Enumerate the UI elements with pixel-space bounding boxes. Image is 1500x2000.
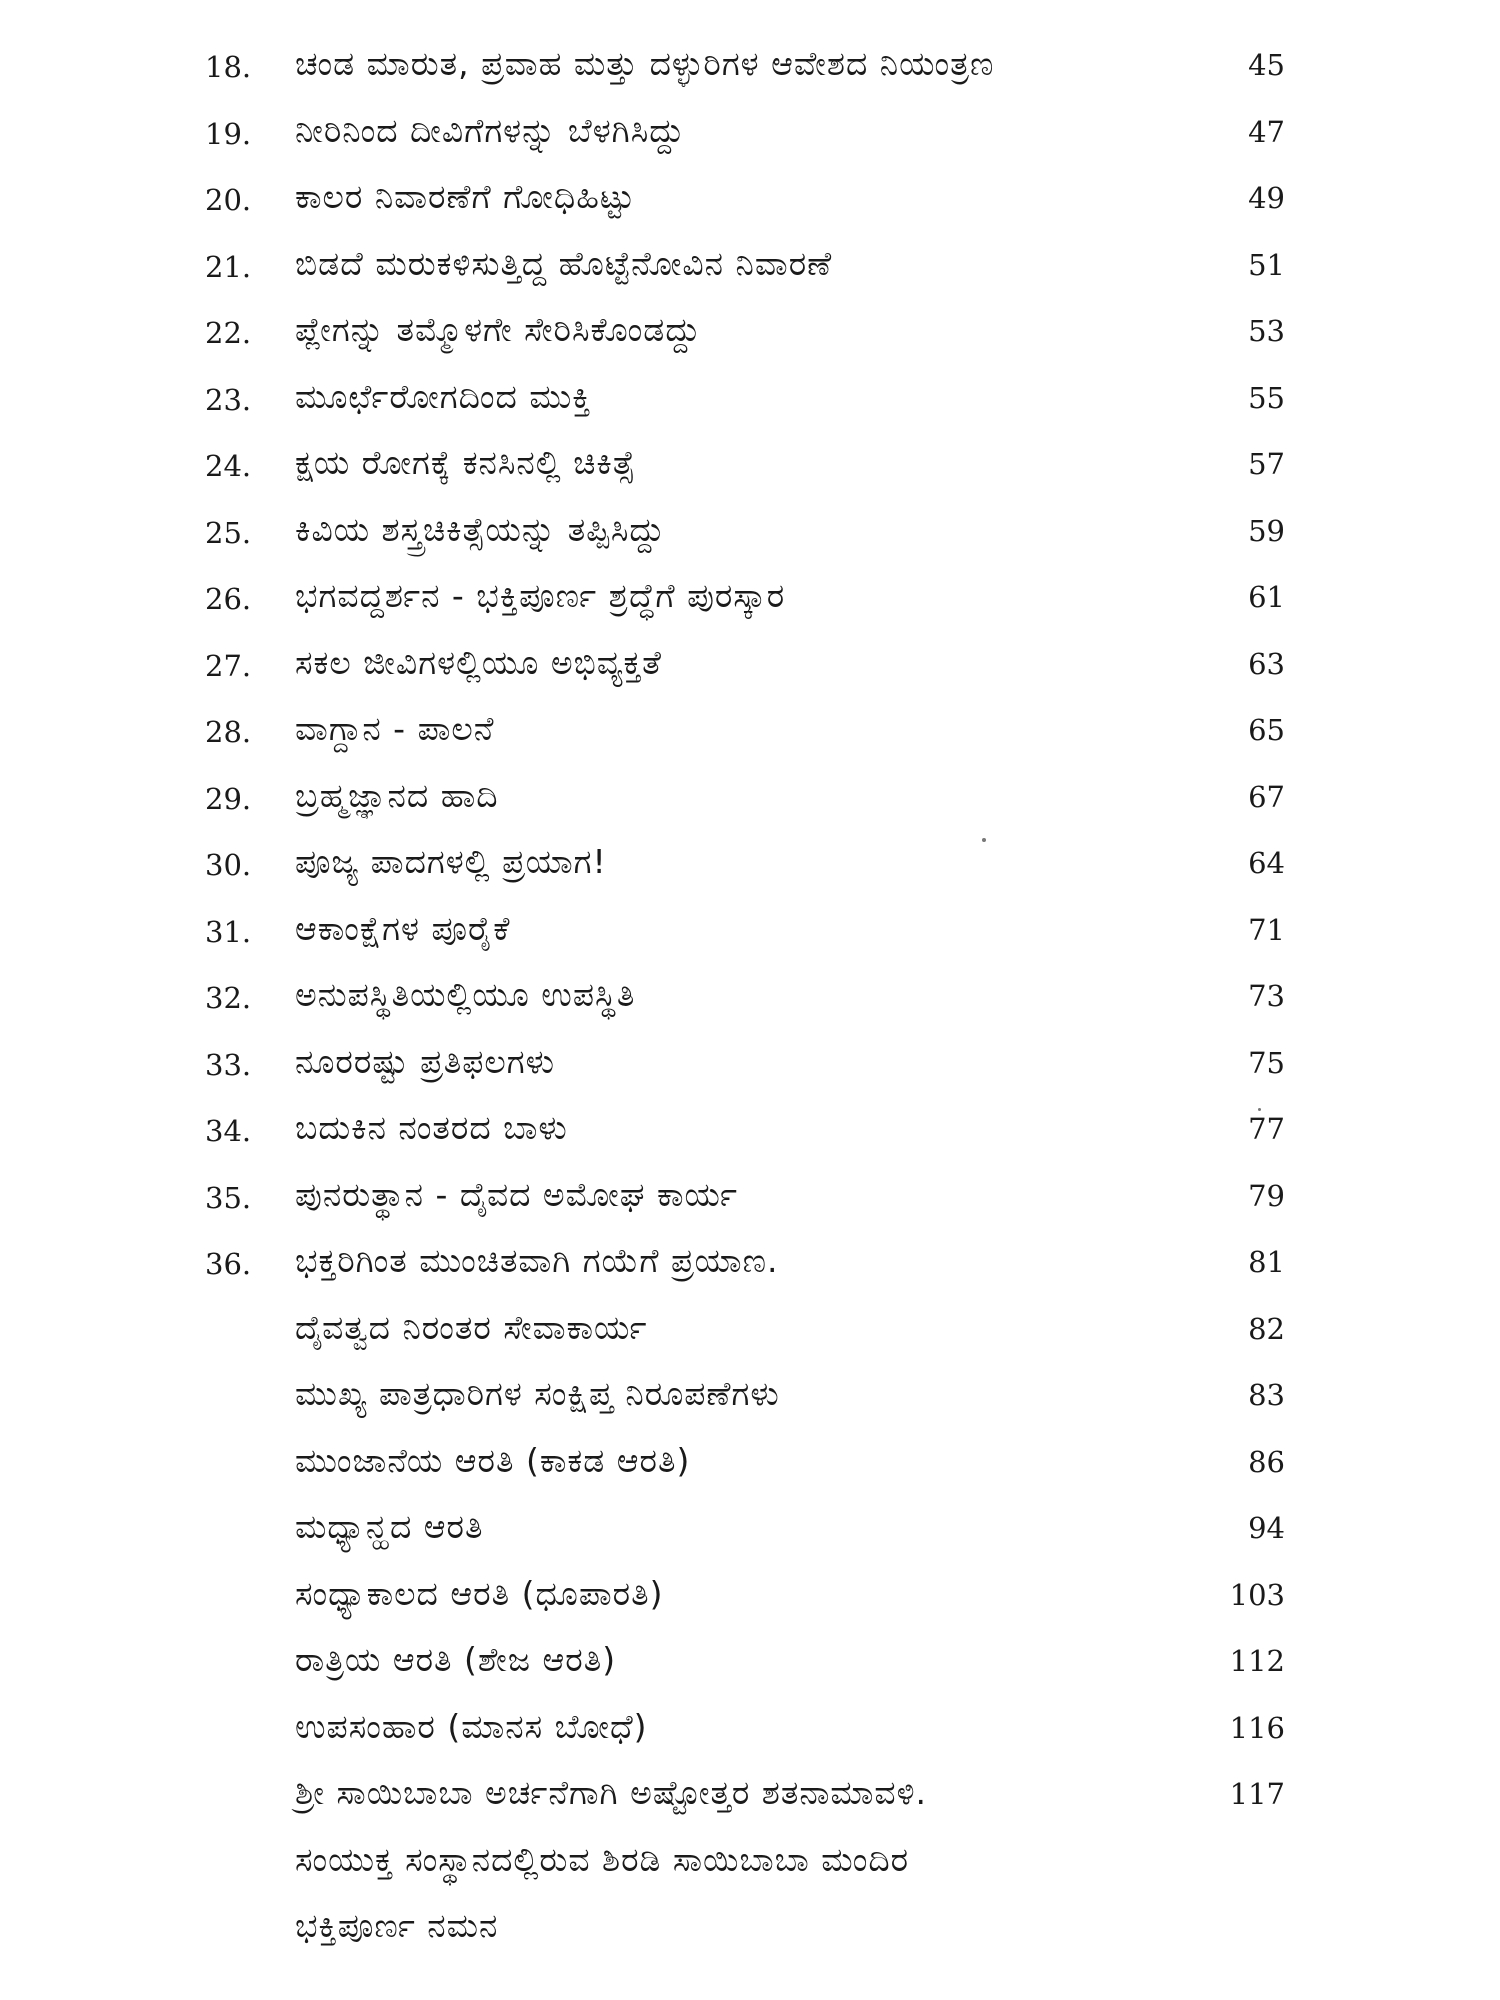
entry-title: ನೀರಿನಿಂದ ದೀವಿಗೆಗಳನ್ನು ಬೆಳಗಿಸಿದ್ದು: [295, 110, 686, 150]
toc-entry: [205, 506, 1305, 573]
entry-number: 32.: [205, 981, 252, 1015]
entry-page: 82: [1248, 1311, 1285, 1346]
entry-page: 79: [1248, 1178, 1285, 1213]
entry-title: ಮುಖ್ಯ ಪಾತ್ರಧಾರಿಗಳ ಸಂಕ್ಷಿಪ್ತ ನಿರೂಪಣೆಗಳು: [295, 1374, 780, 1413]
toc-entry: [205, 1703, 1305, 1770]
entry-title: ಚಂಡ ಮಾರುತ, ಪ್ರವಾಹ ಮತ್ತು ದಳ್ಳುರಿಗಳ ಆವೇಶದ ನಿಯಂತ್ರಣ: [295, 44, 995, 83]
entry-number: 20.: [205, 183, 252, 217]
entry-title: ದೈವತ್ವದ ನಿರಂತರ ಸೇವಾಕಾರ್ಯ: [295, 1307, 648, 1347]
entry-page: 65: [1248, 713, 1285, 747]
entry-page: 94: [1248, 1511, 1285, 1545]
toc-entry: [205, 173, 1305, 240]
toc-entry: [205, 107, 1305, 174]
entry-title: ಸಂಧ್ಯಾಕಾಲದ ಆರತಿ (ಧೂಪಾರತಿ): [295, 1573, 664, 1613]
entry-title: ಮೂರ್ಛೆರೋಗದಿಂದ ಮುಕ್ತಿ: [295, 376, 592, 416]
entry-page: 81: [1248, 1245, 1285, 1279]
toc-entry: [205, 1038, 1305, 1105]
entry-number: 27.: [205, 648, 252, 683]
toc-entry: [205, 838, 1305, 905]
entry-page: 55: [1248, 380, 1285, 415]
entry-page: 73: [1248, 979, 1285, 1013]
entry-title: ಉಪಸಂಹಾರ (ಮಾನಸ ಬೋಧೆ): [295, 1706, 648, 1746]
toc-entry: [205, 971, 1305, 1038]
print-speck: [982, 838, 986, 842]
entry-title: ಪೂಜ್ಯ ಪಾದಗಳಲ್ಲಿ ಪ್ರಯಾಗ!: [295, 842, 607, 881]
entry-title: ಅನುಪಸ್ಥಿತಿಯಲ್ಲಿಯೂ ಉಪಸ್ಥಿತಿ: [295, 975, 636, 1014]
entry-page: 45: [1248, 48, 1285, 82]
entry-page: 57: [1248, 447, 1285, 481]
entry-page: 59: [1248, 513, 1285, 548]
entry-title: ಸಂಯುಕ್ತ ಸಂಸ್ಥಾನದಲ್ಲಿರುವ ಶಿರಡಿ ಸಾಯಿಬಾಬಾ ಮಂದಿರ: [295, 1839, 910, 1879]
entry-title: ಭಕ್ತಿಪೂರ್ಣ ನಮನ: [295, 1906, 499, 1945]
entry-page: 75: [1248, 1045, 1285, 1080]
entry-title: ಪ್ಲೇಗನ್ನು ತಮ್ಮೊಳಗೇ ಸೇರಿಸಿಕೊಂಡದ್ದು: [295, 310, 702, 349]
entry-number: 21.: [205, 249, 252, 284]
entry-number: 25.: [205, 515, 252, 550]
entry-title: ಸಕಲ ಜೀವಿಗಳಲ್ಲಿಯೂ ಅಭಿವ್ಯಕ್ತತೆ: [295, 642, 662, 682]
entry-title: ಬದುಕಿನ ನಂತರದ ಬಾಳು: [295, 1108, 568, 1147]
toc-entry: [205, 1171, 1305, 1238]
entry-title: ಬಿಡದೆ ಮರುಕಳಿಸುತ್ತಿದ್ದ ಹೊಟ್ಟೆನೋವಿನ ನಿವಾರಣೆ: [295, 243, 833, 283]
toc-entry: [205, 1437, 1305, 1504]
table-of-contents: [205, 40, 1305, 1969]
entry-title: ನೂರರಷ್ಟು ಪ್ರತಿಫಲಗಳು: [295, 1041, 556, 1081]
entry-title: ಕಿವಿಯ ಶಸ್ತ್ರಚಿಕಿತ್ಸೆಯನ್ನು ತಪ್ಪಿಸಿದ್ದು: [295, 509, 666, 549]
toc-entry: [205, 1570, 1305, 1637]
entry-page: 103: [1229, 1577, 1285, 1612]
entry-title: ಮುಂಜಾನೆಯ ಆರತಿ (ಕಾಕಡ ಆರತಿ): [295, 1440, 691, 1480]
entry-number: 29.: [205, 781, 252, 816]
entry-number: 18.: [205, 50, 252, 84]
entry-number: 19.: [205, 116, 252, 151]
toc-entry: [205, 1836, 1305, 1903]
toc-entry: [205, 1636, 1305, 1703]
entry-title: ರಾತ್ರಿಯ ಆರತಿ (ಶೇಜ ಆರತಿ): [295, 1640, 617, 1679]
toc-entry: [205, 772, 1305, 839]
toc-entry: [205, 1902, 1305, 1969]
entry-title: ಆಕಾಂಕ್ಷೆಗಳ ಪೂರೈಕೆ: [295, 908, 511, 948]
toc-entry: [205, 1769, 1305, 1836]
entry-number: 24.: [205, 449, 252, 483]
toc-entry: [205, 1370, 1305, 1437]
print-speck: [1258, 1108, 1261, 1111]
toc-entry: [205, 572, 1305, 639]
toc-entry: [205, 1237, 1305, 1304]
entry-page: 67: [1248, 779, 1285, 814]
toc-entry: [205, 1104, 1305, 1171]
toc-entry: [205, 905, 1305, 972]
entry-title: ಶ್ರೀ ಸಾಯಿಬಾಬಾ ಅರ್ಚನೆಗಾಗಿ ಅಷ್ಟೋತ್ತರ ಶತನಾಮಾವಳಿ.: [295, 1773, 928, 1812]
entry-page: 51: [1248, 247, 1285, 282]
entry-page: 112: [1229, 1644, 1285, 1678]
entry-page: 53: [1248, 314, 1285, 348]
entry-title: ವಾಗ್ದಾನ - ಪಾಲನೆ: [295, 709, 495, 748]
entry-number: 36.: [205, 1247, 252, 1281]
entry-title: ಕ್ಷಯ ರೋಗಕ್ಕೆ ಕನಸಿನಲ್ಲಿ ಚಿಕಿತ್ಸೆ: [295, 443, 636, 482]
entry-title: ಪುನರುತ್ಥಾನ - ದೈವದ ಅಮೋಘ ಕಾರ್ಯ: [295, 1174, 738, 1214]
toc-entry: [205, 705, 1305, 772]
entry-title: ಕಾಲರ ನಿವಾರಣೆಗೆ ಗೋಧಿಹಿಟ್ಟು: [295, 177, 636, 216]
entry-page: 83: [1248, 1378, 1285, 1412]
toc-entry: [205, 439, 1305, 506]
entry-page: 64: [1248, 846, 1285, 880]
entry-page: 63: [1248, 646, 1285, 681]
entry-number: 28.: [205, 715, 252, 749]
entry-page: 77: [1248, 1112, 1285, 1146]
entry-number: 35.: [205, 1180, 252, 1215]
entry-number: 23.: [205, 382, 252, 417]
entry-page: 61: [1248, 580, 1285, 614]
entry-number: 31.: [205, 914, 252, 949]
entry-number: 30.: [205, 848, 252, 882]
toc-entry: [205, 40, 1305, 107]
entry-page: 47: [1248, 114, 1285, 149]
toc-entry: [205, 639, 1305, 706]
entry-page: 86: [1248, 1444, 1285, 1479]
entry-title: ಭಕ್ತರಿಗಿಂತ ಮುಂಚಿತವಾಗಿ ಗಯೆಗೆ ಪ್ರಯಾಣ.: [295, 1241, 779, 1280]
entry-number: 26.: [205, 582, 252, 616]
entry-number: 33.: [205, 1047, 252, 1082]
toc-entry: [205, 1503, 1305, 1570]
entry-number: 34.: [205, 1114, 252, 1148]
toc-entry: [205, 306, 1305, 373]
toc-entry: [205, 373, 1305, 440]
entry-page: 71: [1248, 912, 1285, 947]
entry-title: ಭಗವದ್ದರ್ಶನ - ಭಕ್ತಿಪೂರ್ಣ ಶ್ರದ್ಧೆಗೆ ಪುರಸ್ಕಾರ: [295, 576, 786, 615]
toc-entry: [205, 240, 1305, 307]
entry-page: 117: [1229, 1777, 1285, 1811]
entry-number: 22.: [205, 316, 252, 350]
entry-page: 49: [1248, 181, 1285, 215]
toc-entry: [205, 1304, 1305, 1371]
entry-page: 116: [1229, 1710, 1285, 1745]
entry-title: ಮಧ್ಯಾನ್ಹದ ಆರತಿ: [295, 1507, 484, 1546]
entry-title: ಬ್ರಹ್ಮಜ್ಞಾನದ ಹಾದಿ: [295, 775, 499, 815]
